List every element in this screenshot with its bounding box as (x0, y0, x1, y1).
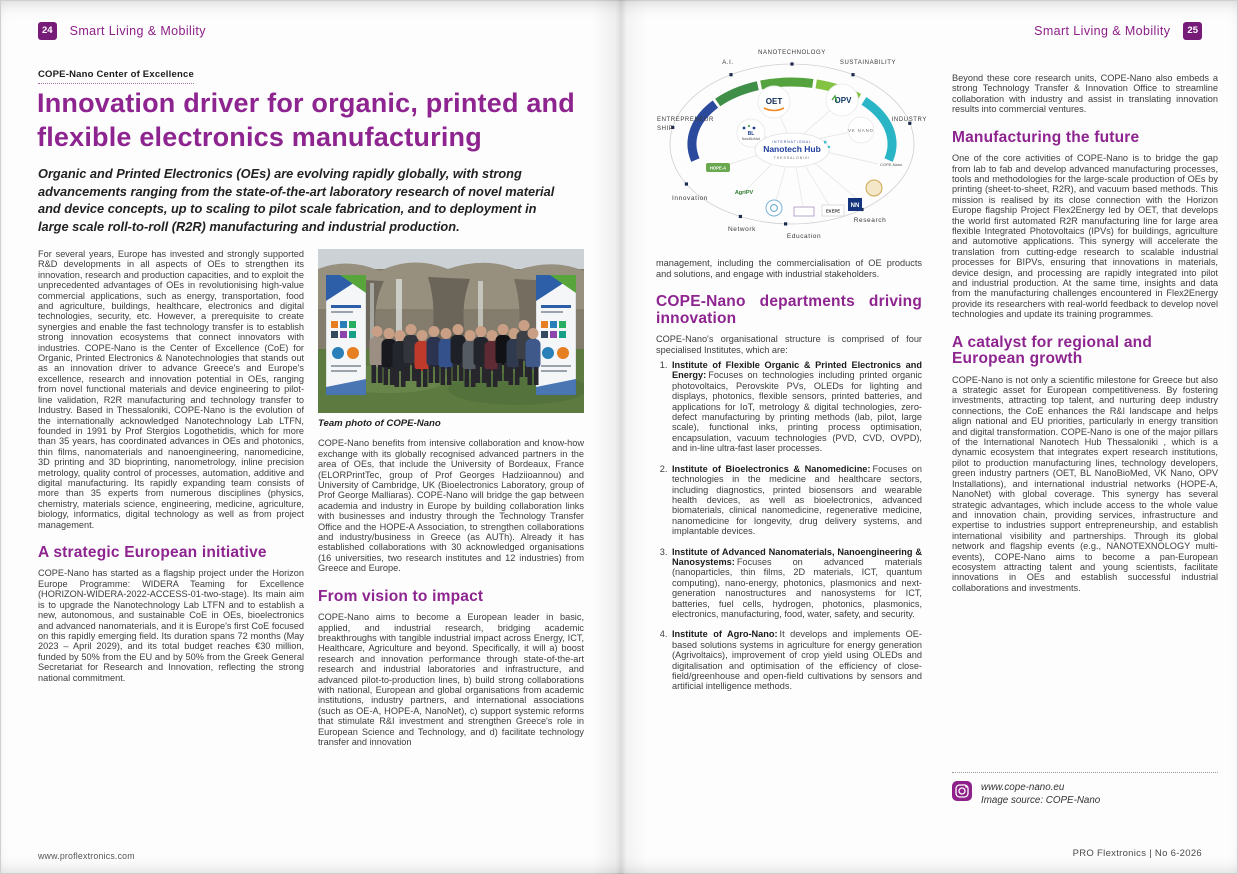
body-paragraph: management, including the commercialisation of OE products and solutions, and engage with industrial stakeholders. (656, 258, 922, 279)
section-heading: Manufacturing the future (952, 128, 1140, 146)
article-kicker: COPE-Nano Center of Excellence (38, 69, 194, 84)
institute-desc: It develops and implements OE-based solutions systems in agriculture for energy generation (Agrivoltaics), improvement of crop yield using OLEDs and digitalisation and optimisation of the efficiency of close-field/greenhouse and open-field cultivations by sensors and artificial intelligence methods. (672, 629, 922, 692)
body-paragraph: One of the core activities of COPE-Nano is to bridge the gap from lab to fab and develop advanced manufacturing processes, tools and methodologies for the large-scale production of OEs by printing (sheet-to-sheet, R2R), and vacuum based methods. This mission is realised by its close connection with the Horizon Europe flagship Project Flex2Energy led by OET, that develops the world first automated R2R manufacturing line for large area flexible Integrated Photovoltaics (IPVs) for buildings, agriculture and automotive applications. This synergy will accelerate the translation from cutting-edge research to scalable industrial processes for BIPVs, ensuring that innovations in materials, device design, and processing are rapidly integrated into pilot and industrial production. At the same time, insights and data from the manufacturing challenges encountered in Flex2Energy provide its researchers with real-world feedback to develop novel technologies and update its training programmes. (952, 153, 1218, 320)
article-headline: Innovation driver for organic, printed and flexible electronics manufacturing (37, 88, 575, 152)
institute-item (670, 629, 922, 691)
image-source: Image source: COPE-Nano (981, 795, 1101, 806)
instagram-icon[interactable] (952, 781, 972, 801)
bl-nanobiomed-logo: NanoBioMed (741, 137, 761, 141)
body-paragraph: COPE-Nano is not only a scientific milestone for Greece but also a strategic asset for European competitiveness. By fostering investments, attracting top talent, and nurturing deep industry connections, the CoE enhances the R&I landscape and helps align national and EU priorities, particularly in energy transition and digital transformation. COPE-Nano is one of the major pillars of the International Nanotech Hub Thessaloniki , which is a dynamic ecosystem that integrates expert research institutions, pilot to production manufacturing lines, technology developers, green industry partners (OET, BL NanoBioMed, VK Nano, OPV Installations), and international industrial networks (HOPE-A, NanoNet) with global coverage. This synergy has several strategic advantages, which include access to the whole value and innovation chain, providing services, infrastructure and expertise to industries support entrepreneurship, and establish international visibility and partnerships. Through its global network and flagship events (e.g., NANOTEXNOLOGY multi-events), COPE-Nano aims to become a pan-European ecosystem attracting talent and young scientists, facilitate innovations in OEs and establish successful industrial collaborations and investments. (952, 374, 1218, 593)
section-heading: A catalyst for regional and European growth (952, 333, 1152, 368)
section-title: Smart Living & Mobility (69, 23, 206, 38)
nn-logo: NN (850, 203, 860, 209)
hub-international: INTERNATIONAL (772, 140, 812, 144)
left-page-column-1 (38, 249, 304, 692)
body-paragraph: COPE-Nano benefits from intensive collaboration and know-how exchange with its globally recognised advanced partners in the area of OEs, that include the University of Bordeaux, France (ELORPrintTec, group of Prof Georges Hadziioannou) and University of Cambridge, UK (Bioelectronics Laboratory, group of Prof George Malliaras). COPE-Nano will bridge the gap between academia and industry in Europe by building collaboration links with businesses and industry through the Technology Transfer Office and the HOPE-A Association, to strengthen collaborations and industry/business in Greece (as AUTh). Already it has established collaborations with 30 acknowledged organisations (16 universities, two research institutes and 12 industries) from Greece and Europe. (318, 438, 584, 574)
body-paragraph: Beyond these core research units, COPE-Nano also embeds a strong Technology Transfer & Innovation Office to streamline collaboration with industry and assist in translating innovation results into commercial ventures. (952, 73, 1218, 115)
photo-caption: Team photo of COPE-Nano (318, 418, 441, 429)
body-paragraph: COPE-Nano has started as a flagship project under the Horizon Europe Programme: WIDERA Teaming for Excellence (HORIZON-WIDERA-2022-ACCESS-01-two-stage). Its main aim is to upgrade the Nanotechnology Lab LTFN and to establish a new, autonomous, and sustainable CoE in OEs, bioelectronics and advanced nanomaterials, and it is Europe's first CoE focused on this rapidly emerging field. Its duration spans 72 months (May 2023 – April 2029), and its total budget reaches €30 million, funded by 50% from the EU and by 50% from the Greek General Secretariat for Research and Innovation, reflecting the strong national commitment. (38, 568, 304, 683)
right-page-column-2 (952, 73, 1218, 602)
vknano-logo: VK NANO (848, 128, 874, 133)
label-nanotechnology: NANOTECHNOLOGY (758, 50, 826, 56)
institute-desc: Focuses on technologies including printed organic photovoltaics, Perovskite PVs, OLEDs for lighting and displays, photonics, flexible sensors, printed batteries, and applications for IoT, metrology & digital technologies, zero-defect manufacturing by printing methods (lab, pilot, large scale), functional inks, printing process optimisation, encapsulation, vacuum technologies (PVD, CVD, OVPD), and in-line ultra-fast laser processes. (672, 370, 922, 454)
page-header-left (38, 22, 206, 40)
label-education: Education (786, 233, 822, 240)
hub-name: Nanotech Hub (763, 144, 821, 154)
institute-name: Institute of Bioelectronics & Nanomedicine: (672, 463, 871, 474)
section-title: Smart Living & Mobility (1034, 23, 1171, 38)
institute-name: Institute of Advanced Nanomaterials, Nanoengineering & Nanosystems: (672, 546, 922, 567)
opv-logo: OPV (834, 96, 852, 105)
body-paragraph: COPE-Nano aims to become a European leader in basic, applied, and industrial research, bridging academic breakthroughs with tangible industrial impact across Energy, ICT, Healthcare, Agriculture and beyond. Specifically, it will a) boost research and innovation performance through state-of-the-art research and industrial laboratories and infrastructure, and advanced pilot-to-production lines, b) build strong collaborations with national, European and global organisations from academic institutions, industry partners, and international associations (such as OE-A, HOPE-A, NanoNet), c) support systemic reforms that stimulate R&I investment and strengthen Greece's role in European Science and Technology, and d) facilitate technology transfer and innovation (318, 612, 584, 748)
oet-logo: OET (765, 97, 783, 106)
page-25 (619, 0, 1238, 874)
team-photo (318, 249, 584, 413)
page-number: 24 (38, 22, 57, 40)
label-sustainability: SUSTAINABILITY (839, 60, 897, 66)
ecosystem-diagram (656, 40, 928, 248)
list-intro: COPE-Nano's organisational structure is comprised of four specialised Institutes, which are: (656, 334, 922, 355)
institute-item (670, 360, 922, 454)
ekepe-logo: EKEPE (825, 208, 841, 214)
copenano-logo: COPE-Nano (880, 162, 903, 167)
institute-name: Institute of Agro-Nano: (672, 629, 778, 640)
section-heading: A strategic European initiative (38, 543, 267, 561)
agripv-logo: AgriPV (734, 190, 754, 196)
label-ai: A.I. (722, 60, 734, 66)
institute-desc: Focuses on advanced materials (nanoparticles, thin films, 2D materials, ICT, quantum computing), nano-energy, photonics, plasmonics and next-generation nanostructures and nanosystems for ICT, batteries, fuel cells, hydrogen, photonics, plasmonics, electronics, manufacturing, food, water, safety, and security. (672, 556, 922, 619)
label-innovation: Innovation (672, 195, 708, 202)
institute-item (670, 547, 922, 620)
article-standfirst: Organic and Printed Electronics (OEs) are evolving rapidly globally, with strong advancements ranging from the state-of-the-art laboratory research of novel material and device concepts, up to scaling to pilot scale fabrication, and to deployment in large scale roll-to-roll (R2R) manufacturing and industrial production. (38, 166, 555, 234)
label-industry: INDUSTRY (891, 117, 927, 123)
hopea-logo: HOPE-A (709, 165, 727, 171)
label-entrepreneurship-2: SHIP (657, 126, 674, 132)
institutes-list (656, 360, 922, 692)
left-page-column-2 (318, 249, 584, 756)
section-heading: COPE-Nano departments driving innovation (656, 293, 922, 327)
page-number: 25 (1183, 22, 1202, 40)
hub-center (755, 133, 830, 167)
bl-logo: BL (747, 131, 755, 137)
page-header-right (1034, 22, 1202, 40)
institute-desc: Focuses on technologies in the medicine and healthcare sectors, including diagnostics, printed biosensors and wearable health devices, as well as bioelectronics, advanced biomaterials, clinical nanomedicine, regenerative medicine, nanomedicine for longevity, drug delivery systems, and implantable devices. (672, 463, 922, 537)
label-entrepreneurship-1: ENTREPRENEUR (657, 117, 714, 123)
body-paragraph: For several years, Europe has invested and strongly supported R&D developments in all aspects of OEs to strengthen its innovation, research and production capacities, and to exploit the unprecedented advantages of OEs in revolutionising high-value commercial applications, such as energy, transportation, food and agriculture, buildings, healthcare, electronics and digital technologies, security, etc. However, a prerequisite to create synergies and enable the fast technology transfer is to establish strong innovation ecosystems that connect innovators with industries. COPE-Nano is the Center of Excellence (CoE) for Organic, Printed Electronics & Nanotechnologies that stands out as an innovation driver to advance Greece's and Europe's excellence, research and innovation potential in OEs, ranging from novel functional materials and device engineering to pilot-line validation, R2R manufacturing and technology transfer to Industry. Based in Thessaloniki, COPE-Nano is the evolution of the internationally acknowledged Nanotechnology Lab LTFN, founded in 1991 by Prof Stergios Logothetidis, which for more than 35 years, has coordinated advances in OEs and photonics, thin films, nanomaterials and nanoengineering, nanomedicine, 3D printing and 3D bioprinting, nanometrology, inline precision metrology, quality control of processes, automation, additive and digital manufacturing. Its rapidly expanding team consists of more than 35 experts from numerous disciplines (physics, chemistry, materials science, engineering, medicine, agriculture, biology, informatics, digital technology as well as from project management. (38, 249, 304, 530)
label-network: Network (727, 226, 757, 233)
footer-issue: PRO Flextronics | No 6-2026 (1072, 848, 1202, 859)
team-photo-figure (318, 249, 584, 429)
right-page-column-1 (656, 40, 927, 702)
hub-thessaloniki: THESSALONIKI (773, 156, 811, 160)
institute-name: Institute of Flexible Organic & Printed Electronics and Energy: (672, 360, 922, 381)
section-heading: From vision to impact (318, 587, 484, 605)
contact-links (952, 772, 1218, 807)
footer-url-left[interactable]: www.proflextronics.com (38, 851, 135, 861)
label-research: Research (853, 217, 887, 224)
website-url[interactable]: www.cope-nano.eu (981, 782, 1065, 793)
institute-item (670, 464, 922, 537)
